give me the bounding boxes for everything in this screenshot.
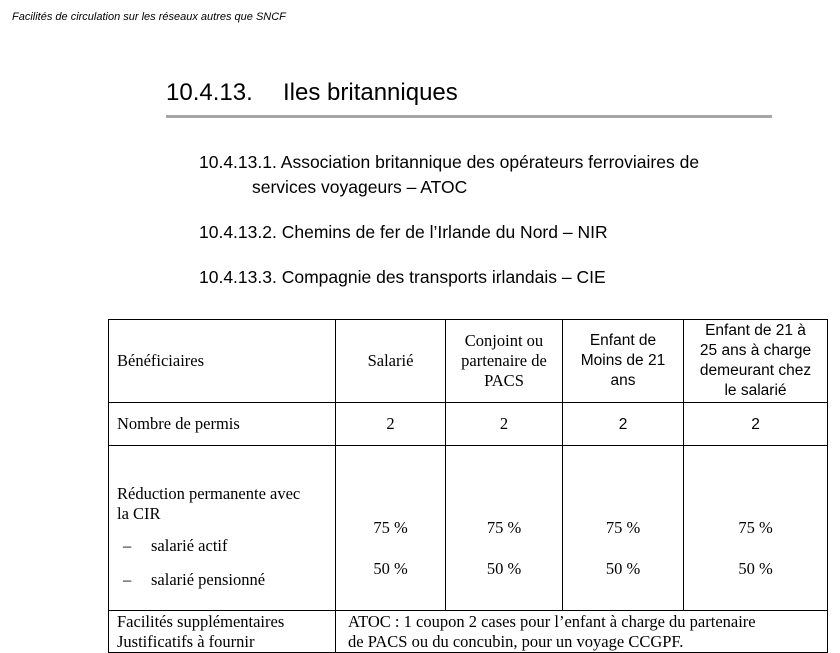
cell-value xyxy=(336,446,446,611)
subsection-title: Association britannique des opérateurs ferroviaires de xyxy=(280,152,700,172)
facilites-text xyxy=(336,611,828,653)
value-actif: 75 % xyxy=(486,518,522,537)
subsection-nir xyxy=(199,220,608,245)
subsection-atoc xyxy=(199,150,699,200)
facilites-line: de PACS ou du concubin, pour un voyage CCGPF. xyxy=(348,632,684,651)
section-title: Iles britanniques xyxy=(283,79,458,106)
header-line: 25 ans à charge xyxy=(699,342,812,359)
row-label xyxy=(109,611,336,653)
header-line: Moins de 21 xyxy=(580,352,666,369)
table-header-row xyxy=(109,320,828,403)
table-row-reduction xyxy=(109,446,828,611)
subsection-number: 10.4.13.1. xyxy=(199,152,277,172)
cell-value: 2 xyxy=(563,403,684,446)
value-actif: 75 % xyxy=(605,518,641,537)
header-line: Enfant de xyxy=(589,332,657,349)
row-label-line: Réduction permanente avec xyxy=(117,484,301,503)
value-pensionne: 50 % xyxy=(738,559,773,578)
header-line: PACS xyxy=(484,371,524,390)
bullet-label: salarié actif xyxy=(151,536,228,555)
row-label-line: Justificatifs à fournir xyxy=(117,632,255,651)
running-header: Facilités de circulation sur les réseaux autres que SNCF xyxy=(12,11,286,23)
cell-value: 2 xyxy=(684,403,828,446)
value-pensionne: 50 % xyxy=(486,559,522,578)
subsection-title: Compagnie des transports irlandais – CIE xyxy=(281,267,606,287)
facilites-line: ATOC : 1 coupon 2 cases pour l’enfant à charge du partenaire xyxy=(348,612,756,631)
cell-value: 2 xyxy=(336,403,446,446)
dash: – xyxy=(123,536,132,555)
bullet-label: salarié pensionné xyxy=(151,570,266,589)
subsection-number: 10.4.13.2. xyxy=(199,222,277,242)
table-row-nombre-permis xyxy=(109,403,828,446)
bullet-actif xyxy=(117,536,335,556)
section-number: 10.4.13. xyxy=(166,79,253,106)
row-label: Nombre de permis xyxy=(109,403,336,446)
row-label-line: Facilités supplémentaires xyxy=(117,612,285,631)
header-conjoint xyxy=(446,320,563,403)
value-actif: 75 % xyxy=(738,518,773,537)
section-heading xyxy=(166,79,772,107)
header-enfant-21-25 xyxy=(684,320,828,403)
cell-value xyxy=(563,446,684,611)
header-salarie: Salarié xyxy=(336,320,446,403)
header-beneficiaires: Bénéficiaires xyxy=(109,320,336,403)
cell-value xyxy=(446,446,563,611)
value-actif: 75 % xyxy=(373,518,408,537)
value-pensionne: 50 % xyxy=(373,559,408,578)
value-pensionne: 50 % xyxy=(605,559,641,578)
subsection-cie xyxy=(199,265,606,290)
table-row-facilites xyxy=(109,611,828,653)
header-enfant-moins-21 xyxy=(563,320,684,403)
subsection-title: Chemins de fer de l’Irlande du Nord – NIR xyxy=(281,222,608,242)
subsection-title-cont: services voyageurs – ATOC xyxy=(252,177,468,197)
cell-value xyxy=(684,446,828,611)
header-line: ans xyxy=(610,372,636,389)
permits-table xyxy=(108,319,828,653)
section-rule xyxy=(166,115,772,118)
header-line: Enfant de 21 à xyxy=(705,322,806,339)
row-label-line: la CIR xyxy=(117,504,161,523)
cell-value: 2 xyxy=(446,403,563,446)
row-label xyxy=(109,446,336,611)
bullet-pensionne xyxy=(117,570,335,590)
subsection-number: 10.4.13.3. xyxy=(199,267,277,287)
header-line: demeurant chez xyxy=(699,362,812,379)
header-line: le salarié xyxy=(724,382,787,399)
header-line: Conjoint ou xyxy=(464,331,544,350)
dash: – xyxy=(123,570,132,589)
header-line: partenaire de xyxy=(461,351,547,370)
